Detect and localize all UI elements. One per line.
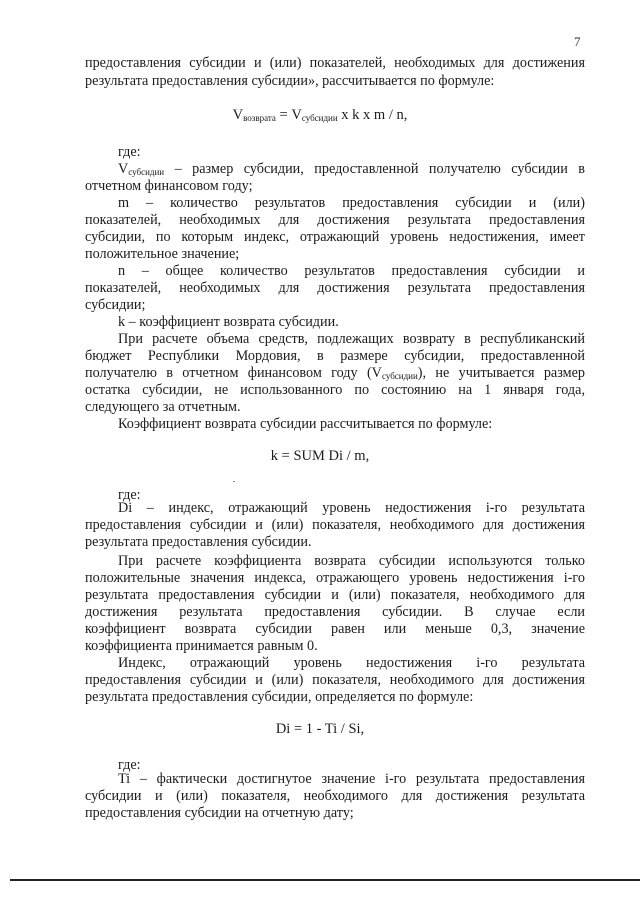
text-line: Индекс, отражающий уровень недостижения i-го результата	[118, 655, 585, 671]
text-line: результата предоставления субсидии.	[85, 534, 312, 550]
text-line: При расчете объема средств, подлежащих возврату в республиканский	[118, 331, 585, 347]
bottom-rule	[10, 879, 640, 881]
text-line: остатка субсидии, не использованного по состоянию на 1 января года,	[85, 382, 585, 398]
definition-m: m – количество результатов предоставления субсидии и (или)	[118, 195, 585, 211]
text-line: бюджет Республики Мордовия, в размере субсидии, предоставленной	[85, 348, 585, 364]
text-line: предоставления субсидии и (или) показателя, необходимого для достижения	[85, 672, 585, 688]
text-line: предоставления субсидии и (или) показателя, необходимого для достижения	[85, 517, 585, 533]
definition-di: Di – индекс, отражающий уровень недостижения i-го результата	[118, 500, 585, 516]
definition-k: k – коэффициент возврата субсидии.	[118, 314, 339, 330]
text-line: положительные значения индекса, отражающего уровень недостижения i-го	[85, 570, 585, 586]
page-number: 7	[574, 34, 581, 49]
text-line: результата предоставления субсидии», рассчитывается по формуле:	[85, 73, 495, 89]
text-line: предоставления субсидии на отчетную дату;	[85, 805, 354, 821]
text-line: получателю в отчетном финансовом году $(V_{субсидии})$, не учитывается размер	[85, 365, 585, 381]
text-line: положительное значение;	[85, 246, 240, 262]
text-line: субсидии, по которым индекс, отражающий уровень недостижения, имеет	[85, 229, 585, 245]
text-line: субсидии и (или) показателя, необходимого для достижения результата	[85, 788, 585, 804]
formula-return: $V_{возврата} = V_{субсидии}$ x k x m / n,	[232, 107, 408, 123]
text-line: субсидии;	[85, 297, 146, 313]
formula-index: Di = 1 - Ti / Si,	[275, 721, 365, 737]
where-label: где:	[118, 487, 141, 503]
text-line: При расчете коэффициента возврата субсидии используются только	[118, 553, 585, 569]
text-line: показателей, необходимых для достижения результата предоставления	[85, 212, 585, 228]
text-line: следующего за отчетным.	[85, 399, 241, 415]
text-line: коэффициента принимается равным 0.	[85, 638, 318, 654]
where-label: где:	[118, 144, 141, 160]
formula-coefficient: k = SUM Di / m,	[270, 448, 370, 464]
text-line: Коэффициент возврата субсидии рассчитывается по формуле:	[118, 416, 493, 432]
text-line: отчетном финансовом году;	[85, 178, 253, 194]
text-line: достижения результата предоставления субсидии. В случае если	[85, 604, 585, 620]
text-line: результата предоставления субсидии, определяется по формуле:	[85, 689, 474, 705]
definition-v: $V_{субсидии}$ – размер субсидии, предоставленной получателю субсидии в	[118, 161, 585, 177]
text-line: показателей, необходимых для достижения результата предоставления	[85, 280, 585, 296]
text-line: предоставления субсидии и (или) показателей, необходимых для достижения	[85, 55, 585, 71]
text-line: результата предоставления субсидии и (или) показателя, необходимого для	[85, 587, 585, 603]
scan-speck	[233, 481, 235, 482]
definition-ti: Ti – фактически достигнутое значение i-го результата предоставления	[118, 771, 585, 787]
text-line: коэффициент возврата субсидии равен или меньше 0,3, значение	[85, 621, 585, 637]
where-label: где:	[118, 757, 141, 773]
definition-n: n – общее количество результатов предоставления субсидии и	[118, 263, 585, 279]
